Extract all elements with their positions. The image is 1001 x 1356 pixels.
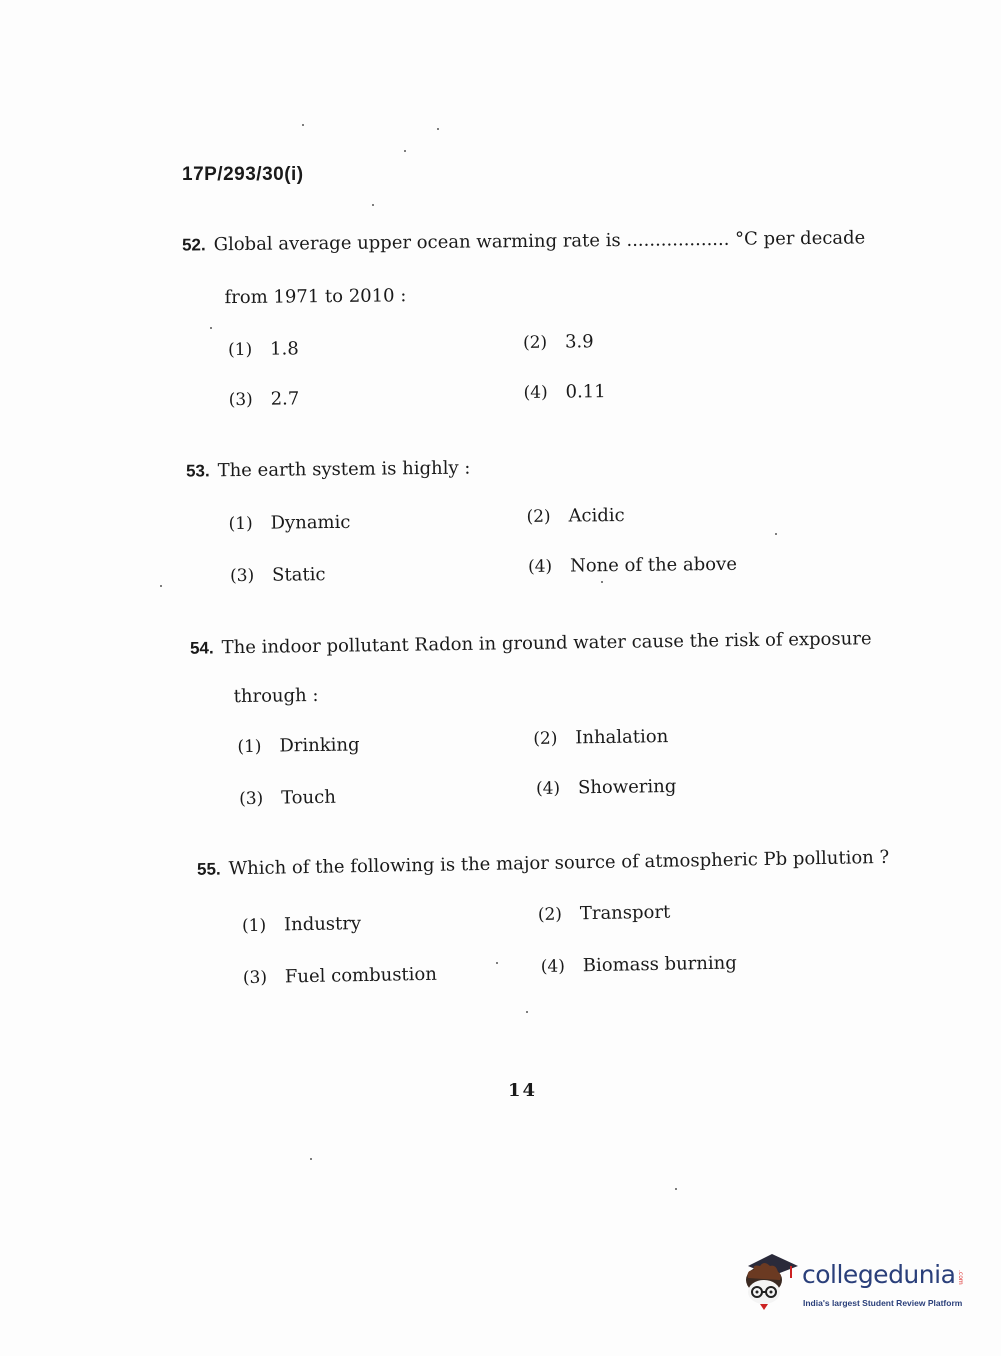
scan-speck	[372, 204, 374, 206]
option-number: (1)	[228, 339, 253, 361]
scan-speck	[526, 1011, 528, 1013]
question-55	[196, 846, 890, 989]
scan-speck	[601, 581, 603, 583]
scan-speck	[160, 585, 162, 587]
scan-speck	[210, 327, 212, 329]
option-number: (2)	[533, 728, 558, 749]
option-number: (2)	[526, 506, 551, 527]
question-stem	[196, 846, 890, 882]
student-mascot-icon	[742, 1248, 800, 1310]
question-52	[181, 226, 866, 411]
option-label: 3.9	[564, 331, 594, 353]
option-number: (3)	[228, 389, 253, 411]
page-number: 14	[508, 1080, 538, 1101]
question-number: 55.	[196, 859, 221, 879]
option-1	[237, 734, 359, 757]
question-53	[185, 452, 866, 587]
brand-tld: .com	[957, 1270, 964, 1285]
question-stem	[186, 452, 866, 483]
option-label: Showering	[577, 775, 677, 799]
option-label: Drinking	[279, 734, 360, 757]
option-number: (2)	[537, 904, 563, 925]
option-3	[230, 564, 326, 586]
question-stem	[190, 627, 870, 660]
option-label: Industry	[283, 913, 362, 936]
option-number: (4)	[527, 556, 553, 577]
option-label: Inhalation	[575, 726, 669, 749]
scan-speck	[302, 124, 304, 126]
option-4	[528, 554, 737, 577]
option-label: Transport	[579, 901, 671, 925]
option-number: (4)	[523, 382, 548, 403]
option-4	[541, 953, 737, 977]
option-number: (3)	[230, 565, 255, 587]
option-2	[533, 726, 668, 749]
option-2	[538, 902, 671, 925]
option-3	[229, 388, 300, 410]
question-text-continuation: through :	[233, 684, 319, 708]
question-number: 52.	[181, 235, 206, 255]
option-label: Fuel combustion	[284, 963, 438, 988]
brand-tagline: India's largest Student Review Platform	[803, 1298, 963, 1308]
option-2	[526, 505, 624, 527]
option-number: (2)	[522, 332, 548, 353]
question-text: The indoor pollutant Radon in ground water cause the risk of exposure	[221, 628, 872, 659]
scan-speck	[404, 150, 406, 152]
option-number: (1)	[241, 915, 267, 937]
question-text-continuation: from 1971 to 2010 :	[224, 285, 407, 309]
option-label: Static	[271, 564, 326, 586]
scan-speck	[496, 962, 498, 964]
scan-speck	[775, 533, 777, 535]
option-label: Acidic	[568, 504, 625, 527]
question-stem	[181, 226, 866, 257]
option-label: Dynamic	[270, 511, 351, 534]
option-label: Touch	[280, 786, 336, 809]
option-1	[228, 512, 350, 534]
question-number: 54.	[189, 638, 214, 658]
option-2	[523, 331, 594, 353]
option-1	[228, 338, 299, 360]
option-label: 1.8	[269, 338, 299, 360]
option-4	[523, 381, 605, 403]
scan-speck	[310, 1158, 312, 1160]
option-1	[242, 913, 361, 936]
option-number: (3)	[238, 788, 264, 810]
collegedunia-watermark	[742, 1248, 982, 1318]
option-number: (4)	[535, 778, 561, 799]
option-4	[536, 776, 677, 799]
option-number: (4)	[540, 956, 566, 977]
option-label: None of the above	[569, 553, 738, 577]
scan-speck	[437, 128, 439, 130]
question-text: The earth system is highly :	[217, 457, 471, 482]
option-label: Biomass burning	[582, 952, 737, 977]
question-text: Global average upper ocean warming rate is .................. °C per decade	[213, 227, 866, 256]
option-number: (3)	[242, 967, 268, 989]
option-number: (1)	[228, 513, 253, 535]
option-3	[239, 787, 336, 809]
paper-code: 17P/293/30(i)	[182, 164, 304, 185]
option-label: 0.11	[565, 381, 606, 403]
brand-name: collegedunia	[802, 1260, 956, 1289]
option-3	[243, 964, 437, 988]
question-54	[189, 627, 872, 810]
scan-speck	[675, 1188, 677, 1190]
option-number: (1)	[237, 736, 262, 758]
option-label: 2.7	[270, 388, 300, 410]
question-text: Which of the following is the major source of atmospheric Pb pollution ?	[228, 846, 890, 880]
question-number: 53.	[185, 461, 210, 481]
